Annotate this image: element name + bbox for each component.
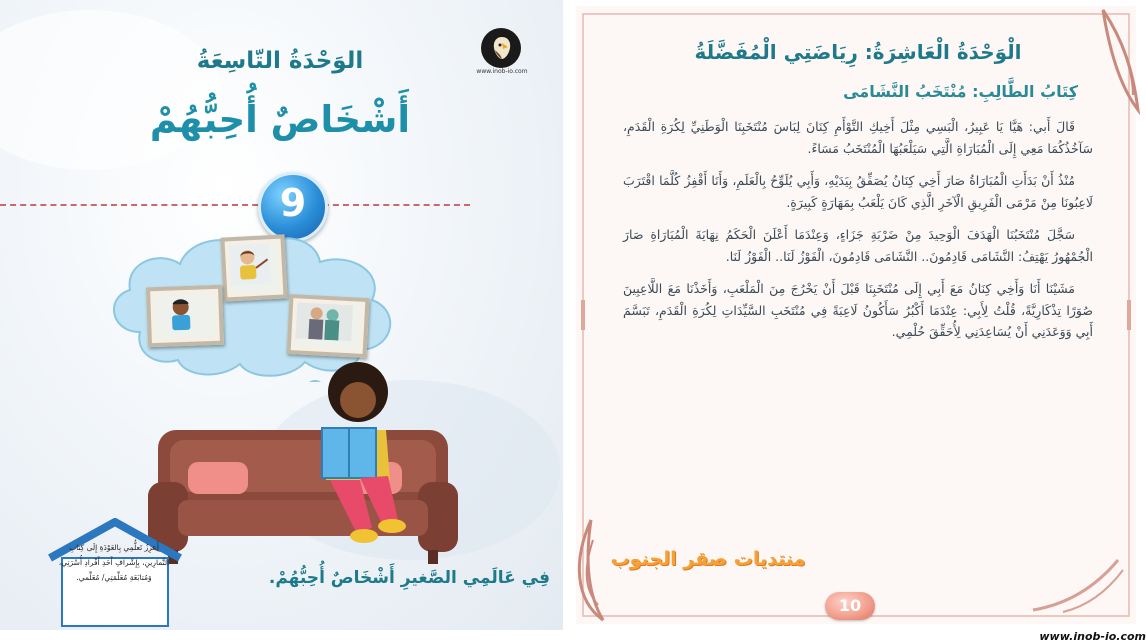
photo-boy	[146, 285, 224, 348]
unit-title: الْوَحْدَةُ الْعَاشِرَةُ: رِيَاضَتِي الْمُفَضَّلَةُ	[694, 40, 1022, 64]
dashed-divider	[0, 204, 470, 206]
story-paragraph: قَالَ أَبي: هَيَّا يَا عَبِيرُ، الْبَسِي مِثْلَ أَخِيكِ التَّوْأَمِ كِنَانَ لِبَاسَ مُنْتَخَبِنَا الْوَطَنِيِّ لِكُرَةِ الْقَدَمِ، سَآخُذُكُمَا مَعِي إِلَى الْمُبَارَاةِ الَّتِي سَيَلْعَبُهَا الْمُنْتَخَبُ مَسَاءً.	[623, 119, 1093, 156]
photo-teacher	[220, 234, 287, 301]
unit-title: الوَحْدَةُ التّاسِعَةُ	[196, 48, 364, 74]
house-note: أَعزِزُ تَعلُّمِي بِالعَوْدَةِ إِلَى كِتابِ التَّمارِينِ، بِإِشْرافِ أَحَدِ أَفْرادِ أُسْرَتِي، وَمُتابَعَةِ مُعَلِّمَتِي/ مُعَلِّمي.	[58, 543, 170, 582]
unit-caption: فِي عَالَمِي الصَّغيرِ أَشْخَاصٌ أُحِبُّهُمْ.	[268, 568, 550, 588]
background-cloud	[0, 10, 220, 170]
story-paragraph: سَجَّلَ مُنْتَخَبُنَا الْهَدَفَ الْوَحِيدَ مِنْ ضَرْبَةِ جَزَاءٍ، وَعِنْدَمَا أَعْلَنَ الْحَكَمُ نِهَايَةَ الْمُبَارَاةِ صَارَ الْجُمْهُورُ يَهْتِفُ: النَّشَامَى قَادِمُونَ.. النَّشَامَى قَادِمُونَ، الْفَوْزُ لَنَا.. الْفَوْزُ لَنَا.	[623, 227, 1093, 264]
section-label: كِتَابُ الطَّالِبِ: مُنْتَخَبُ النَّشَامَى	[843, 82, 1078, 101]
girl-reading-illustration	[300, 360, 420, 550]
story-paragraph: مَشَيْنَا أَنَا وَأَخِي كِنَانُ مَعَ أَبِي إِلَى مُنْتَخَبِنَا قَبْلَ أَنْ يَخْرُجَ مِنَ الْمَلْعَبِ، وَأَخَذْنَا مَعَ اللَّاعِبِينَ صُوَرًا تِذْكَارِيَّةً، قُلْتُ لِأَبِي: عِنْدَمَا أَكْبُرُ سَأَكُونُ لَاعِبَةً فِي مُنْتَخَبِ السَّيِّدَاتِ لِكُرَةِ الْقَدَمِ، تَبَسَّمَ أَبِي وَوَعَدَنِي أَنْ يُسَاعِدَنِي لِأُحَقِّقَ حُلْمِي.	[623, 281, 1093, 339]
photo-parents	[286, 294, 369, 358]
story-text	[623, 116, 1093, 354]
page-number: 10	[838, 596, 862, 615]
eagle-icon	[489, 34, 515, 62]
right-page	[563, 0, 1146, 630]
story-paragraph: مُنْذُ أَنْ بَدَأَتِ الْمُبَارَاةُ صَارَ أَخِي كِنَانُ يُصَفِّقُ بِيَدَيْهِ، وَأَبِي يُلَوِّحُ بِالْعَلَمِ، وَأَنَا أَقْفِزُ كُلَّمَا اقْتَرَبَ لَاعِبُونَا مِنْ مَرْمَى الْفَرِيقِ الْآخَرِ الَّذِي كَانَ يَلْعَبُ بِمَهَارَةٍ كَبِيرَةٍ.	[623, 173, 1093, 210]
publisher-logo	[471, 28, 533, 78]
logo-site-text: www.inob-io.com	[476, 68, 528, 75]
site-footer: www.inob-io.com	[1010, 630, 1146, 644]
unit-number: 9	[279, 181, 307, 225]
unit-subtitle: أَشْخَاصٌ أُحِبُّهُمْ	[149, 98, 411, 141]
bottom-strip	[0, 630, 1010, 644]
forum-watermark: منتديات صقر الجنوب	[610, 548, 806, 570]
left-page	[0, 0, 563, 630]
page-number-badge	[825, 592, 875, 620]
